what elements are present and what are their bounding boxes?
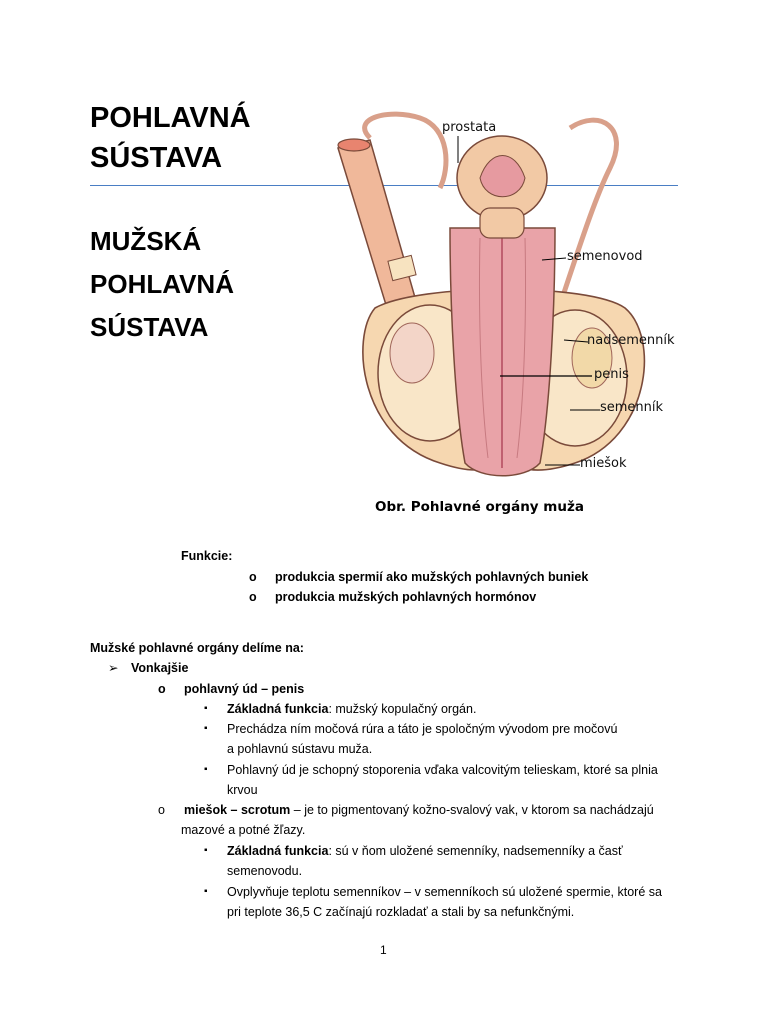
penis-heading: pohlavný úd – penis [184,682,305,696]
square-bullet-icon: ▪ [204,723,208,734]
function-item: produkcia spermií ako mužských pohlavných buniek [275,570,589,584]
square-bullet-icon: ▪ [204,764,208,775]
penis-point-cont: a pohlavnú sústavu muža. [227,742,373,756]
anatomy-illustration [330,108,685,498]
section-subtitle: MUŽSKÁ POHLAVNÁ SÚSTAVA [90,226,234,342]
square-bullet-icon: ▪ [204,886,208,897]
bullet-o: o [249,570,257,584]
scrotum-heading-cont: mazové a potné žľazy. [181,823,306,837]
anatomy-figure [330,108,685,498]
organs-heading: Mužské pohlavné orgány delíme na: [90,641,304,655]
penis-point: Pohlavný úd je schopný stoporenia vďaka valcovitým telieskam, ktoré sa plnia [227,763,658,777]
page-title: POHLAVNÁ SÚSTAVA [90,102,251,174]
penis-point: Prechádza ním močová rúra a táto je spoločným vývodom pre močovú [227,722,618,736]
label-nadsemennik: nadsemenník [587,333,675,348]
external-heading: Vonkajšie [131,661,189,675]
label-semenovod: semenovod [567,249,643,264]
scrotum-point-cont: semenovodu. [227,864,303,878]
bullet-o: o [158,803,165,817]
left-tube [338,140,418,318]
figure-caption: Obr. Pohlavné orgány muža [375,499,584,515]
label-semennik: semenník [600,400,664,415]
functions-heading: Funkcie: [181,549,233,563]
scrotum-point: Ovplyvňuje teplotu semenníkov – v semenníkoch sú uložené spermie, ktoré sa [227,885,662,899]
function-item: produkcia mužských pohlavných hormónov [275,590,537,604]
label-penis: penis [594,367,629,382]
scrotum-point-cont: pri teplote 36,5 C začínajú rozkladať a stali by sa nefunkčnými. [227,905,575,919]
scrotum-point: Základná funkcia: sú v ňom uložené semenníky, nadsemenníky a časť [227,844,623,858]
bullet-o: o [158,682,166,696]
label-miesok: miešok [580,456,627,471]
penis-point: Základná funkcia: mužský kopulačný orgán. [227,702,477,716]
tube-cut [338,139,370,151]
epididymis-left [390,323,434,383]
square-bullet-icon: ▪ [204,703,208,714]
square-bullet-icon: ▪ [204,845,208,856]
scrotum-heading: miešok – scrotum – je to pigmentovaný kožno-svalový vak, v ktorom sa nachádzajú [184,803,654,817]
bulb [480,208,524,238]
page-number: 1 [380,943,387,957]
label-prostata: prostata [442,120,497,135]
arrow-bullet-icon: ➢ [108,661,119,675]
penis-point-cont: krvou [227,783,258,797]
bullet-o: o [249,590,257,604]
